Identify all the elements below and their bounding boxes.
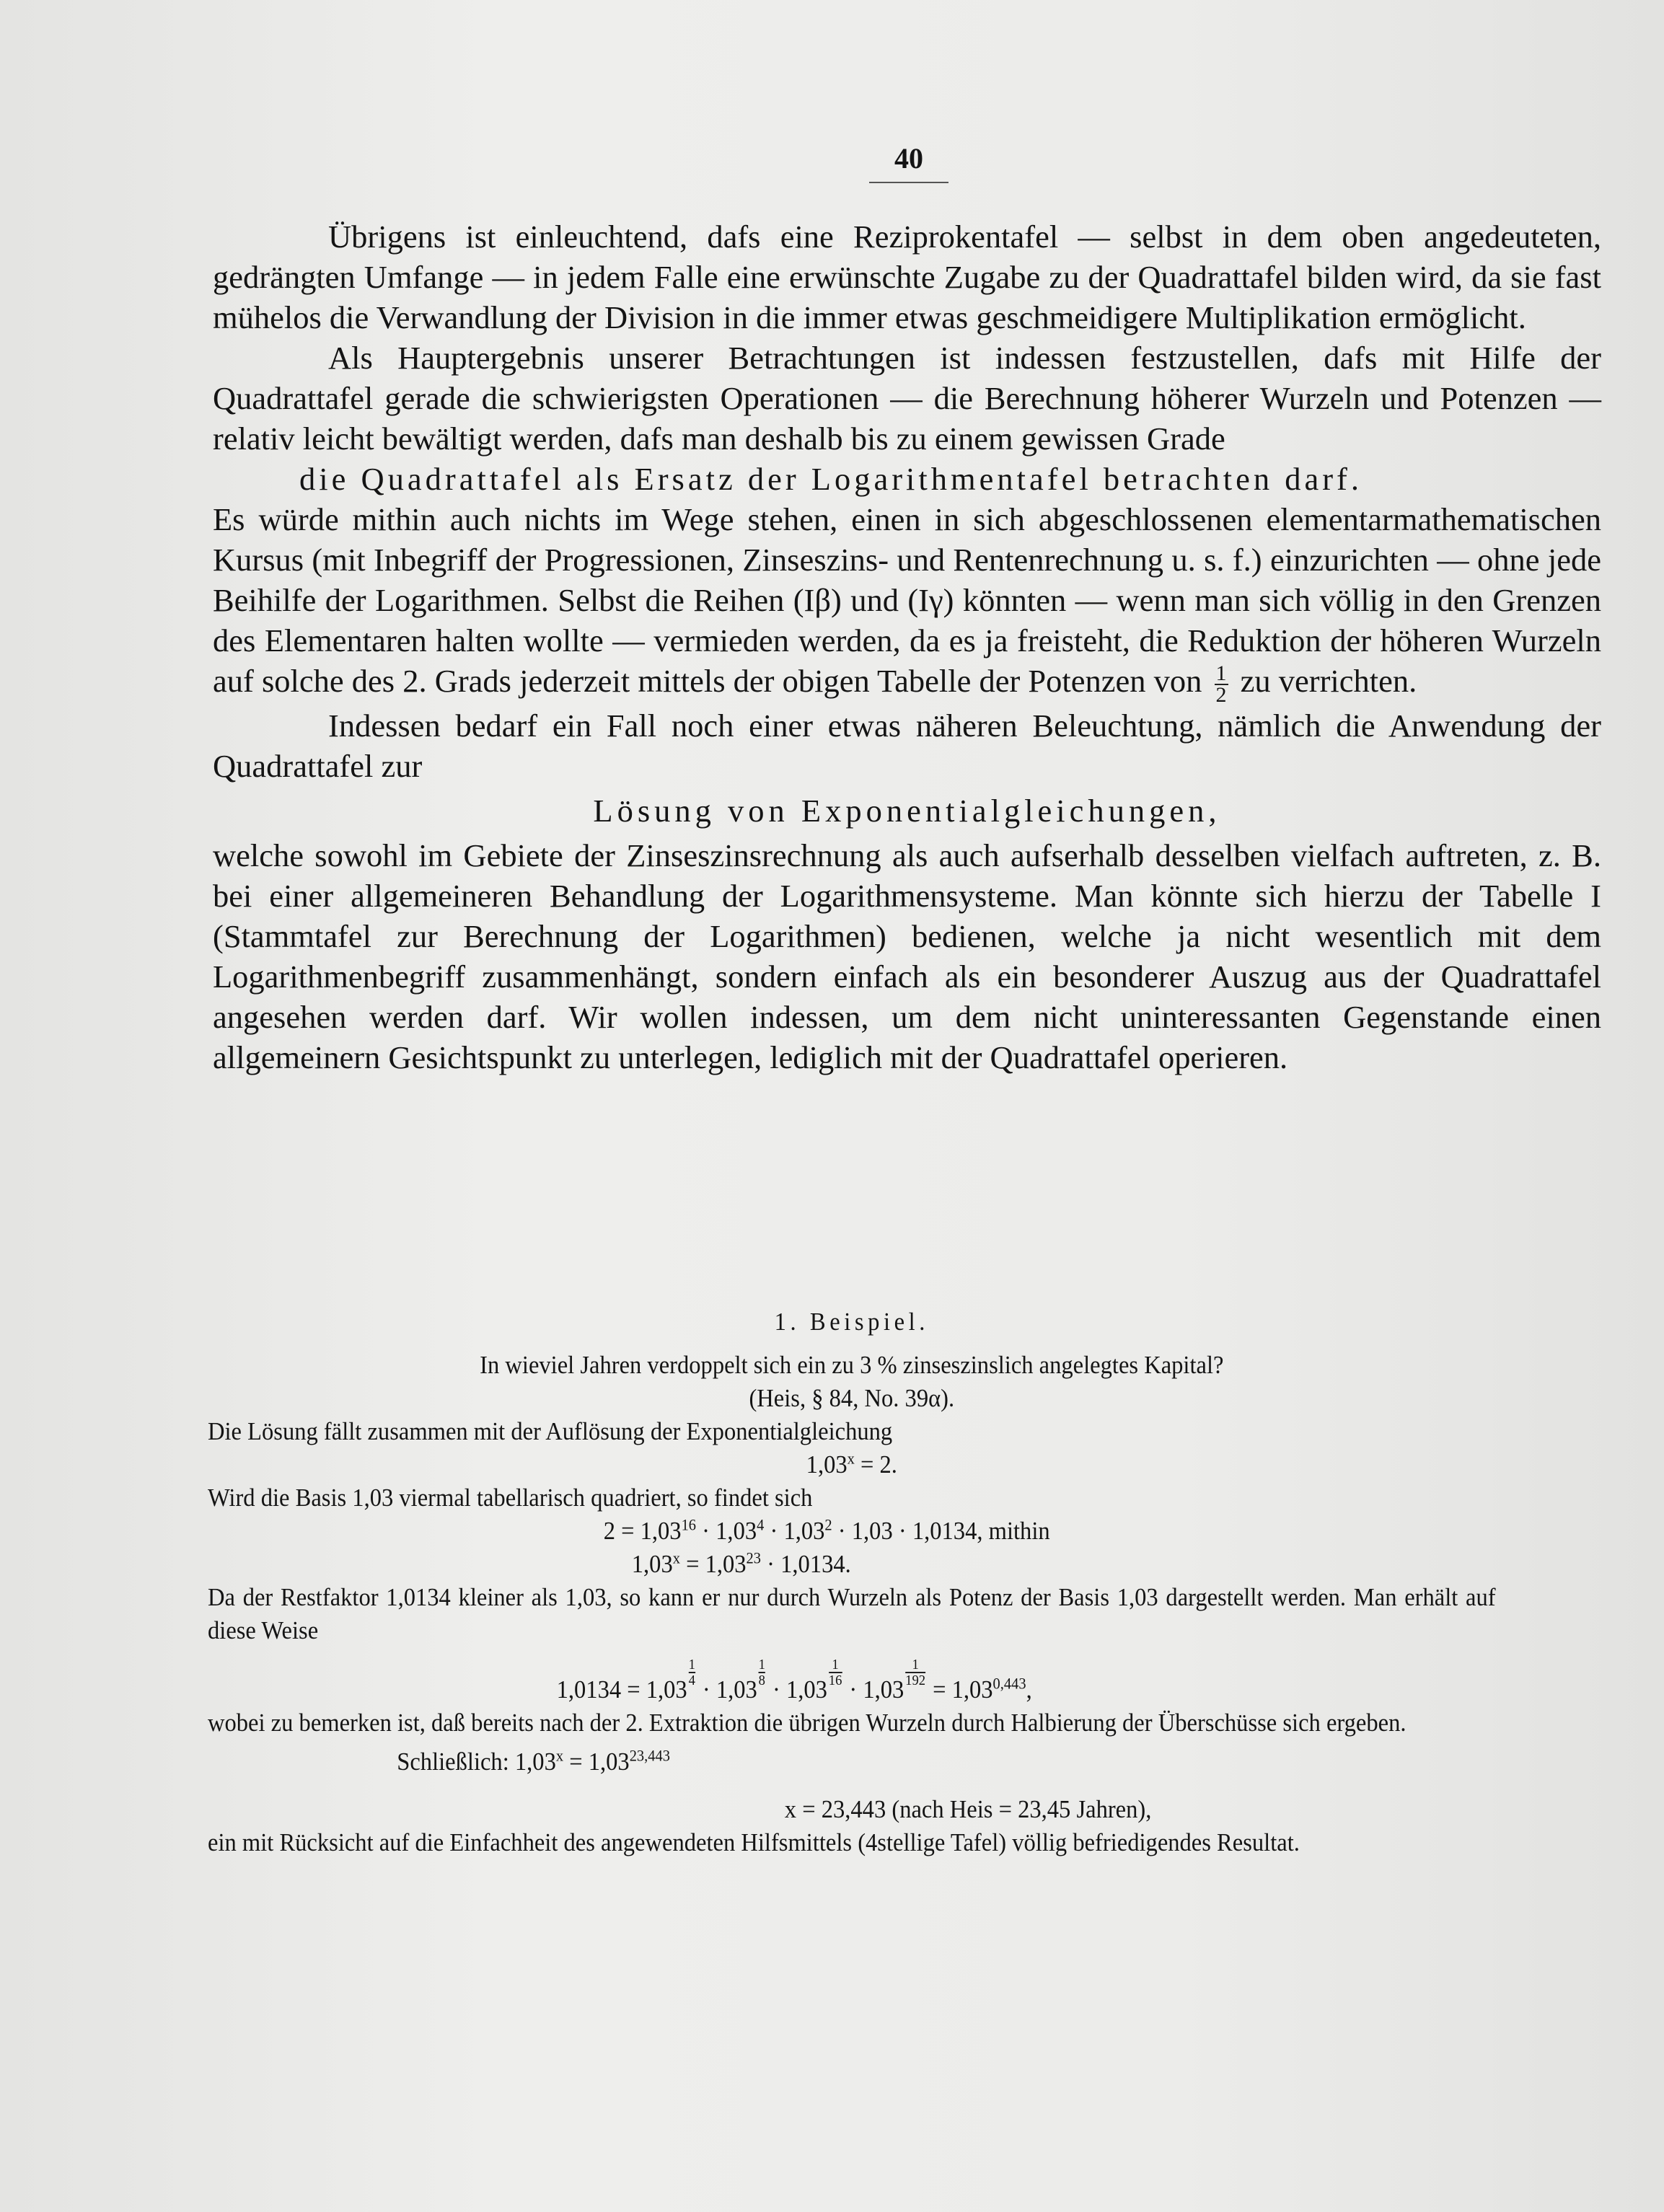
- eq2-lhs: 2 =: [603, 1517, 640, 1545]
- frac-den: 4: [688, 1673, 695, 1688]
- eq5-mid: = 1,03: [563, 1748, 630, 1776]
- eq2-rest: · 1,03 · 1,0134, mithin: [832, 1517, 1050, 1545]
- eq4-term: = 1,03: [926, 1675, 993, 1704]
- frac-den: 8: [758, 1673, 765, 1688]
- frac-num: 1: [829, 1657, 842, 1673]
- page-number: 40: [894, 142, 923, 175]
- equation-1: [208, 1448, 1496, 1481]
- frac-num: 1: [688, 1657, 695, 1673]
- equation-3: [208, 1548, 1496, 1581]
- eq1-base: 1,03: [806, 1450, 848, 1479]
- paragraph-5: welche sowohl im Gebiete der Zinseszinsrechnung als auch aufserhalb desselben vielfach auftreten, z. B. bei einer allgemeineren Behandlung der Logarithmensysteme. Man könnte sich hierzu der Tabelle I (Stammtafel zur Berechnung der Logarithmen) bedienen, welche ja nicht wesentlich mit dem Logarithmenbegriff zusammenhängt, sondern einfach als ein besonderer Auszug aus der Quadrattafel angesehen werden darf. Wir wollen indessen, um dem nicht uninteressanten Gegenstande einen allgemeinern Gesichtspunkt zu unterlegen, lediglich mit der Quadrattafel operieren.: [213, 837, 1601, 1075]
- eq2-exp: 2: [824, 1515, 832, 1534]
- paragraph-2: Als Hauptergebnis unserer Betrachtungen ist indessen festzustellen, dafs mit Hilfe der Quadrattafel gerade die schwierigsten Operationen — die Berechnung höherer Wurzeln und Potenzen — relativ leicht bewältigt werden, dafs man deshalb bis zu einem gewissen Grade: [213, 340, 1601, 457]
- example-line-3: Da der Restfaktor 1,0134 kleiner als 1,03, so kann er nur durch Wurzeln als Potenz der Basis 1,03 dargestellt werden. Man erhält auf diese Weise: [208, 1583, 1496, 1644]
- eq2-exp: 4: [757, 1515, 765, 1534]
- paragraph-4: Indessen bedarf ein Fall noch einer etwas näheren Beleuchtung, nämlich die Anwendung der Quadrattafel zur: [213, 707, 1601, 784]
- eq4-term: · 1,03: [766, 1675, 827, 1704]
- eq4-frac: [689, 1657, 695, 1688]
- page-number-rule: [869, 182, 948, 183]
- section-heading: Lösung von Exponentialgleichungen,: [593, 792, 1221, 829]
- main-body-text: [213, 216, 1601, 1078]
- example-line-1: Die Lösung fällt zusammen mit der Auflösung der Exponentialgleichung: [208, 1417, 893, 1445]
- eq5-lhs-exp: x: [555, 1746, 564, 1765]
- equation-4: [208, 1657, 1496, 1706]
- eq1-rhs: = 2.: [854, 1450, 897, 1479]
- fraction-one-half: [1215, 661, 1228, 707]
- eq2-exp: 16: [681, 1515, 697, 1534]
- frac-num: 1: [905, 1657, 925, 1673]
- eq2-term: 1,03: [640, 1517, 682, 1545]
- eq5-lhs: 1,03: [514, 1748, 556, 1776]
- eq4-term: · 1,03: [843, 1675, 904, 1704]
- eq4-frac: [829, 1657, 842, 1688]
- equation-6: x = 23,443 (nach Heis = 23,45 Jahren),: [784, 1795, 1152, 1823]
- eq4-frac: [759, 1657, 765, 1688]
- example-line-4: wobei zu bemerken ist, daß bereits nach der 2. Extraktion die übrigen Wurzeln durch Halbierung der Überschüsse sich ergeben.: [208, 1709, 1407, 1737]
- example-conclusion: ein mit Rücksicht auf die Einfachheit des angewendeten Hilfsmittels (4stellige Tafel) völlig befriedigendes Resultat.: [208, 1828, 1300, 1856]
- example-block: [208, 1305, 1496, 1859]
- eq3-rest: · 1,0134.: [761, 1550, 851, 1578]
- equation-2: [208, 1515, 1496, 1548]
- eq3-lhs: 1,03: [631, 1550, 673, 1578]
- eq4-lhs: 1,0134 = 1,03: [556, 1675, 687, 1704]
- paragraph-1: Übrigens ist einleuchtend, dafs eine Reziprokentafel — selbst in dem oben angedeuteten, gedrängten Umfange — in jedem Falle eine erwünschte Zugabe zu der Quadrattafel bilden wird, da sie fast mühelos die Verwandlung der Division in die immer etwas geschmeidigere Multiplikation ermöglicht.: [213, 219, 1601, 335]
- eq4-term: · 1,03: [696, 1675, 757, 1704]
- eq2-term: · 1,03: [764, 1517, 825, 1545]
- frac-den: 192: [905, 1673, 926, 1688]
- emphasized-statement: die Quadrattafel als Ersatz der Logarithmentafel betrachten darf.: [299, 461, 1363, 497]
- eq3-lhs-exp: x: [672, 1548, 680, 1567]
- example-question: In wieviel Jahren verdoppelt sich ein zu 3 % zinseszinslich angelegtes Kapital?: [480, 1351, 1224, 1379]
- eq2-term: · 1,03: [696, 1517, 757, 1545]
- fraction-denominator: 2: [1215, 682, 1227, 707]
- frac-num: 1: [758, 1657, 765, 1673]
- equation-5: [208, 1745, 1496, 1779]
- eq3-mid-exp: 23: [746, 1548, 762, 1567]
- example-title: 1. Beispiel.: [774, 1308, 929, 1336]
- example-line-2: Wird die Basis 1,03 viermal tabellarisch quadriert, so findet sich: [208, 1484, 813, 1512]
- paragraph-3: [213, 499, 1601, 705]
- eq3-mid: = 1,03: [679, 1550, 747, 1578]
- eq5-label: Schließlich:: [397, 1748, 515, 1776]
- eq4-end: ,: [1026, 1675, 1032, 1704]
- fraction-numerator: 1: [1215, 661, 1227, 685]
- paragraph-3-text: Es würde mithin auch nichts im Wege stehen, einen in sich abgeschlossenen elementarmathematischen Kursus (mit Inbegriff der Progressionen, Zinseszins- und Rentenrechnung u. s. f.) einzurichten — ohne jede Beihilfe der Logarithmen. Selbst die Reihen (Iβ) und (Iγ) könnten — wenn man sich völlig in den Grenzen des Elementaren halten wollte — vermieden werden, da es ja freisteht, die Reduktion der höheren Wurzeln auf solche des 2. Grads jederzeit mittels der obigen Tabelle der Potenzen von: [213, 501, 1601, 699]
- eq5-mid-exp: 23,443: [629, 1746, 670, 1765]
- eq4-frac: [905, 1657, 925, 1688]
- eq1-exponent: x: [847, 1449, 855, 1468]
- eq4-exp: 0,443: [992, 1674, 1026, 1693]
- example-reference: (Heis, § 84, No. 39α).: [749, 1384, 955, 1412]
- paragraph-3-end: zu verrichten.: [1240, 663, 1417, 699]
- frac-den: 16: [828, 1673, 842, 1688]
